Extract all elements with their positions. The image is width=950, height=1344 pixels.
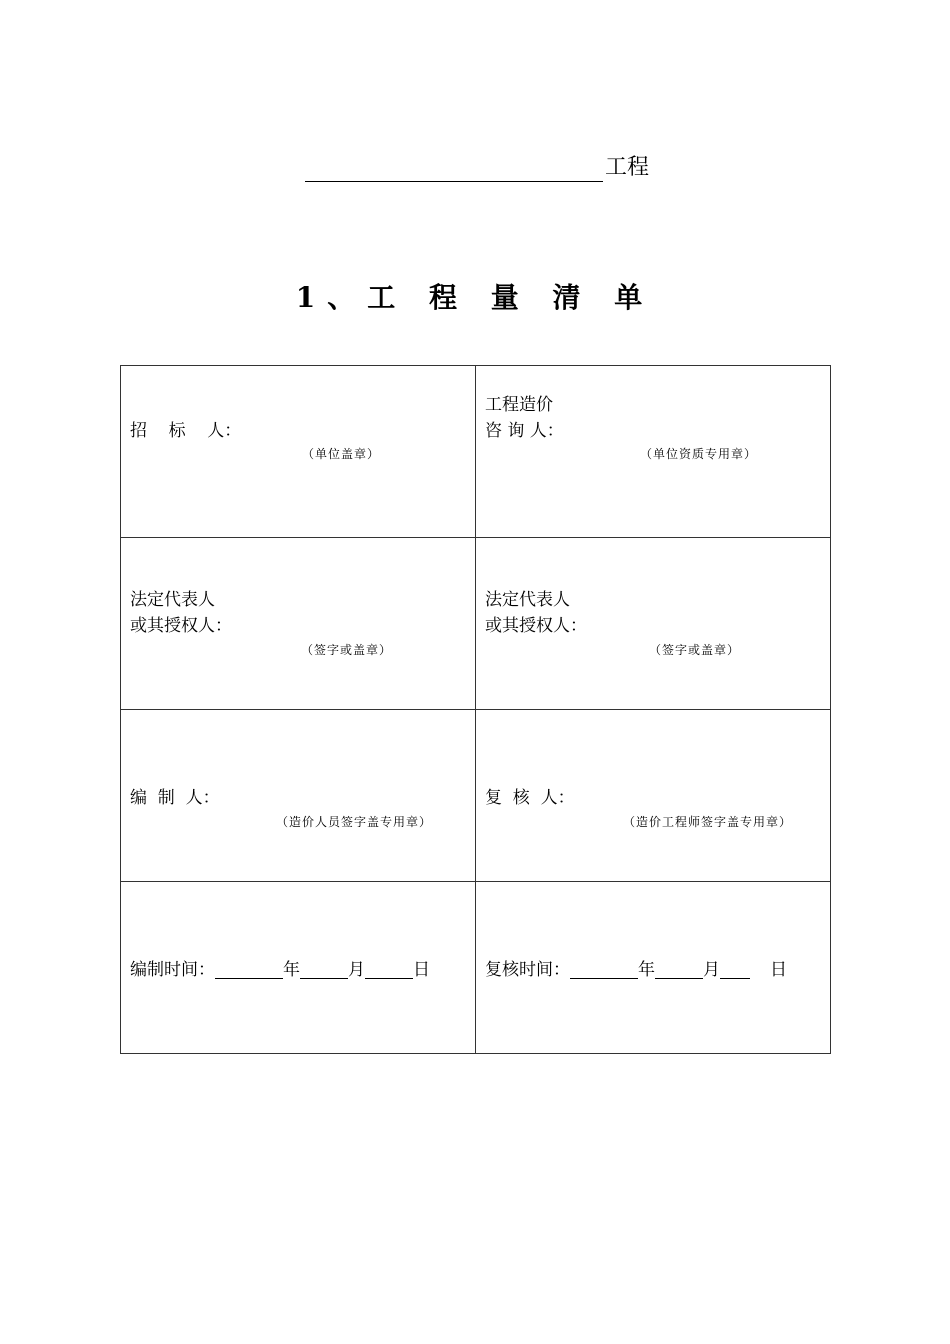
legal-rep-right-stamp-note: （签字或盖章） bbox=[649, 643, 741, 657]
legal-rep-left-label-line2: 或其授权人： bbox=[130, 616, 232, 636]
reviewer-cell bbox=[476, 710, 831, 882]
review-date-line bbox=[485, 958, 787, 982]
legal-rep-right-label-line2: 或其授权人： bbox=[485, 616, 587, 636]
compile-year-unit: 年 bbox=[283, 960, 300, 980]
compile-month-unit: 月 bbox=[348, 960, 365, 980]
legal-rep-right-cell bbox=[476, 538, 831, 710]
reviewer-stamp-note: （造价工程师签字盖专用章） bbox=[623, 815, 793, 829]
consultant-stamp-note: （单位资质专用章） bbox=[640, 447, 758, 461]
compile-day-blank[interactable] bbox=[365, 958, 413, 979]
table-row bbox=[121, 882, 831, 1054]
review-month-blank[interactable] bbox=[655, 958, 703, 979]
review-date-label: 复核时间： bbox=[485, 960, 570, 980]
compile-date-cell bbox=[121, 882, 476, 1054]
table-row bbox=[121, 710, 831, 882]
consultant-cell bbox=[476, 366, 831, 538]
compile-month-blank[interactable] bbox=[300, 958, 348, 979]
compile-year-blank[interactable] bbox=[215, 958, 283, 979]
compiler-label: 编 制 人： bbox=[130, 788, 220, 808]
review-month-unit: 月 bbox=[703, 960, 720, 980]
project-name-line bbox=[305, 152, 649, 182]
legal-rep-left-stamp-note: （签字或盖章） bbox=[301, 643, 393, 657]
table-row bbox=[121, 538, 831, 710]
legal-rep-left-cell bbox=[121, 538, 476, 710]
compiler-stamp-note: （造价人员签字盖专用章） bbox=[276, 815, 433, 829]
review-day-unit: 日 bbox=[770, 960, 787, 980]
compile-date-line bbox=[130, 958, 430, 982]
consultant-label-line1: 工程造价 bbox=[485, 395, 553, 415]
project-suffix: 工程 bbox=[605, 155, 650, 180]
page-title: 1、工 程 量 清 单 bbox=[295, 281, 655, 314]
tenderer-label: 招 标 人： bbox=[130, 421, 242, 441]
table-row bbox=[121, 366, 831, 538]
tenderer-cell bbox=[121, 366, 476, 538]
compile-date-label: 编制时间： bbox=[130, 960, 215, 980]
review-year-blank[interactable] bbox=[570, 958, 638, 979]
reviewer-label: 复 核 人： bbox=[485, 788, 575, 808]
review-date-cell bbox=[476, 882, 831, 1054]
legal-rep-left-label-line1: 法定代表人 bbox=[130, 590, 215, 610]
compile-day-unit: 日 bbox=[413, 960, 430, 980]
signature-table bbox=[120, 365, 831, 1054]
compiler-cell bbox=[121, 710, 476, 882]
legal-rep-right-label-line1: 法定代表人 bbox=[485, 590, 570, 610]
project-name-blank[interactable] bbox=[305, 153, 603, 182]
review-year-unit: 年 bbox=[638, 960, 655, 980]
consultant-label-line2: 咨 询 人： bbox=[485, 421, 564, 441]
review-day-blank[interactable] bbox=[720, 958, 750, 979]
tenderer-stamp-note: （单位盖章） bbox=[302, 447, 381, 461]
